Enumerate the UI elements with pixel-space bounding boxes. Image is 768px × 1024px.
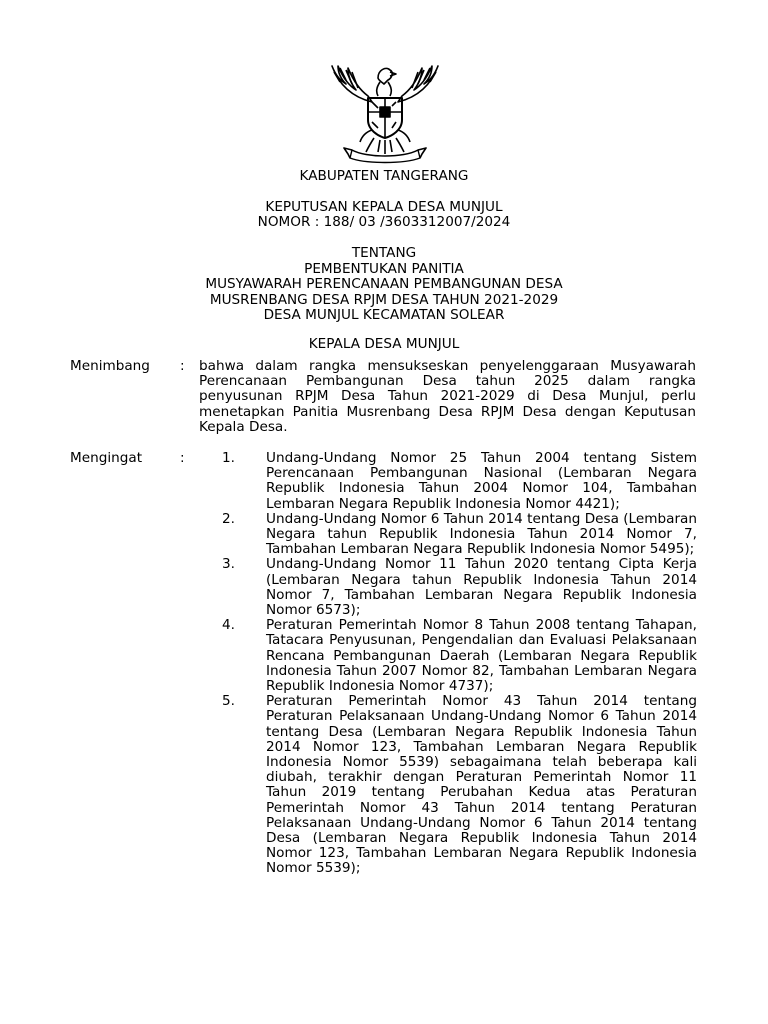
list-item-text: Undang-Undang Nomor 6 Tahun 2014 tentang Desa (Lembaran Negara tahun Republik Indonesia Tahun 2014 Nomor 7, Tambahan Lembaran Negara Republik Indonesia Nomor 5495);: [266, 510, 697, 558]
list-item-text: Undang-Undang Nomor 25 Tahun 2004 tentang Sistem Perencanaan Pembangunan Nasional (Lembaran Negara Republik Indonesia Tahun 2004 Nomor 104, Tambahan Lembaran Negara Republik Indonesia Nomor 4421);: [266, 450, 697, 512]
menimbang-label: Menimbang: [70, 358, 150, 374]
issuer-title: KEPALA DESA MUNJUL: [308, 336, 460, 352]
list-item-text: Peraturan Pemerintah Nomor 8 Tahun 2008 tentang Tahapan, Tatacara Penyusunan, Pengendalian dan Evaluasi Pelaksanaan Rencana Pembangunan Daerah (Lembaran Negara Republik Indonesia Tahun 2007 Nomor 82, Tambahan Lembaran Negara Republik Indonesia Nomor 4737);: [266, 617, 697, 695]
tentang-heading: TENTANG: [351, 245, 417, 261]
decree-title: KEPUTUSAN KEPALA DESA MUNJUL: [265, 199, 503, 215]
list-item: [70, 618, 700, 694]
regency-title: KABUPATEN TANGERANG: [299, 168, 469, 184]
mengingat-colon: :: [180, 450, 185, 466]
list-item: [70, 512, 700, 558]
decree-number: NOMOR : 188/ 03 /3603312007/2024: [257, 214, 511, 230]
list-item-number: 5.: [222, 693, 235, 710]
list-item-text: Undang-Undang Nomor 11 Tahun 2020 tentang Cipta Kerja (Lembaran Negara tahun Republik Indonesia Tahun 2014 Nomor 7, Tambahan Lembaran Negara Republik Indonesia Nomor 6573);: [266, 556, 697, 619]
subject-line: DESA MUNJUL KECAMATAN SOLEAR: [263, 307, 505, 323]
subject-line: MUSYAWARAH PERENCANAAN PEMBANGUNAN DESA: [205, 276, 563, 292]
mengingat-label: Mengingat: [70, 450, 143, 466]
list-item: [70, 557, 700, 618]
garuda-emblem: [326, 58, 444, 166]
list-item-number: 3.: [222, 556, 235, 573]
list-item-number: 4.: [222, 617, 235, 634]
subject-line: MUSRENBANG DESA RPJM DESA TAHUN 2021-2029: [209, 292, 559, 308]
menimbang-text: bahwa dalam rangka mensukseskan penyelenggaraan Musyawarah Perencanaan Pembangunan Desa tahun 2025 dalam rangka penyusunan RPJM Desa Tahun 2021-2029 di Desa Munjul, perlu menetapkan Panitia Musrenbang Desa RPJM Desa dengan Keputusan Kepala Desa.: [199, 358, 696, 435]
list-item: [70, 694, 700, 876]
list-item-number: 1.: [222, 450, 235, 466]
list-item: [70, 451, 700, 512]
subject-line: PEMBENTUKAN PANITIA: [304, 261, 464, 277]
list-item-text: Peraturan Pemerintah Nomor 43 Tahun 2014 tentang Peraturan Pelaksanaan Undang-Undang Nomor 6 Tahun 2014 tentang Desa (Lembaran Negara Republik Indonesia Tahun 2014 Nomor 123, Tambahan Lembaran Negara Republik Indonesia Nomor 5539) sebagaimana telah beberapa kali diubah, terakhir dengan Peraturan Pemerintah Nomor 11 Tahun 2019 tentang Perubahan Kedua atas Peraturan Pemerintah Nomor 43 Tahun 2014 tentang Peraturan Pelaksanaan Undang-Undang Nomor 6 Tahun 2014 tentang Desa (Lembaran Negara Republik Indonesia Tahun 2014 Nomor 123, Tambahan Lembaran Negara Republik Indonesia Nomor 5539);: [266, 693, 697, 877]
menimbang-colon: :: [180, 358, 185, 374]
mengingat-list: [70, 451, 700, 877]
list-item-number: 2.: [222, 510, 235, 527]
